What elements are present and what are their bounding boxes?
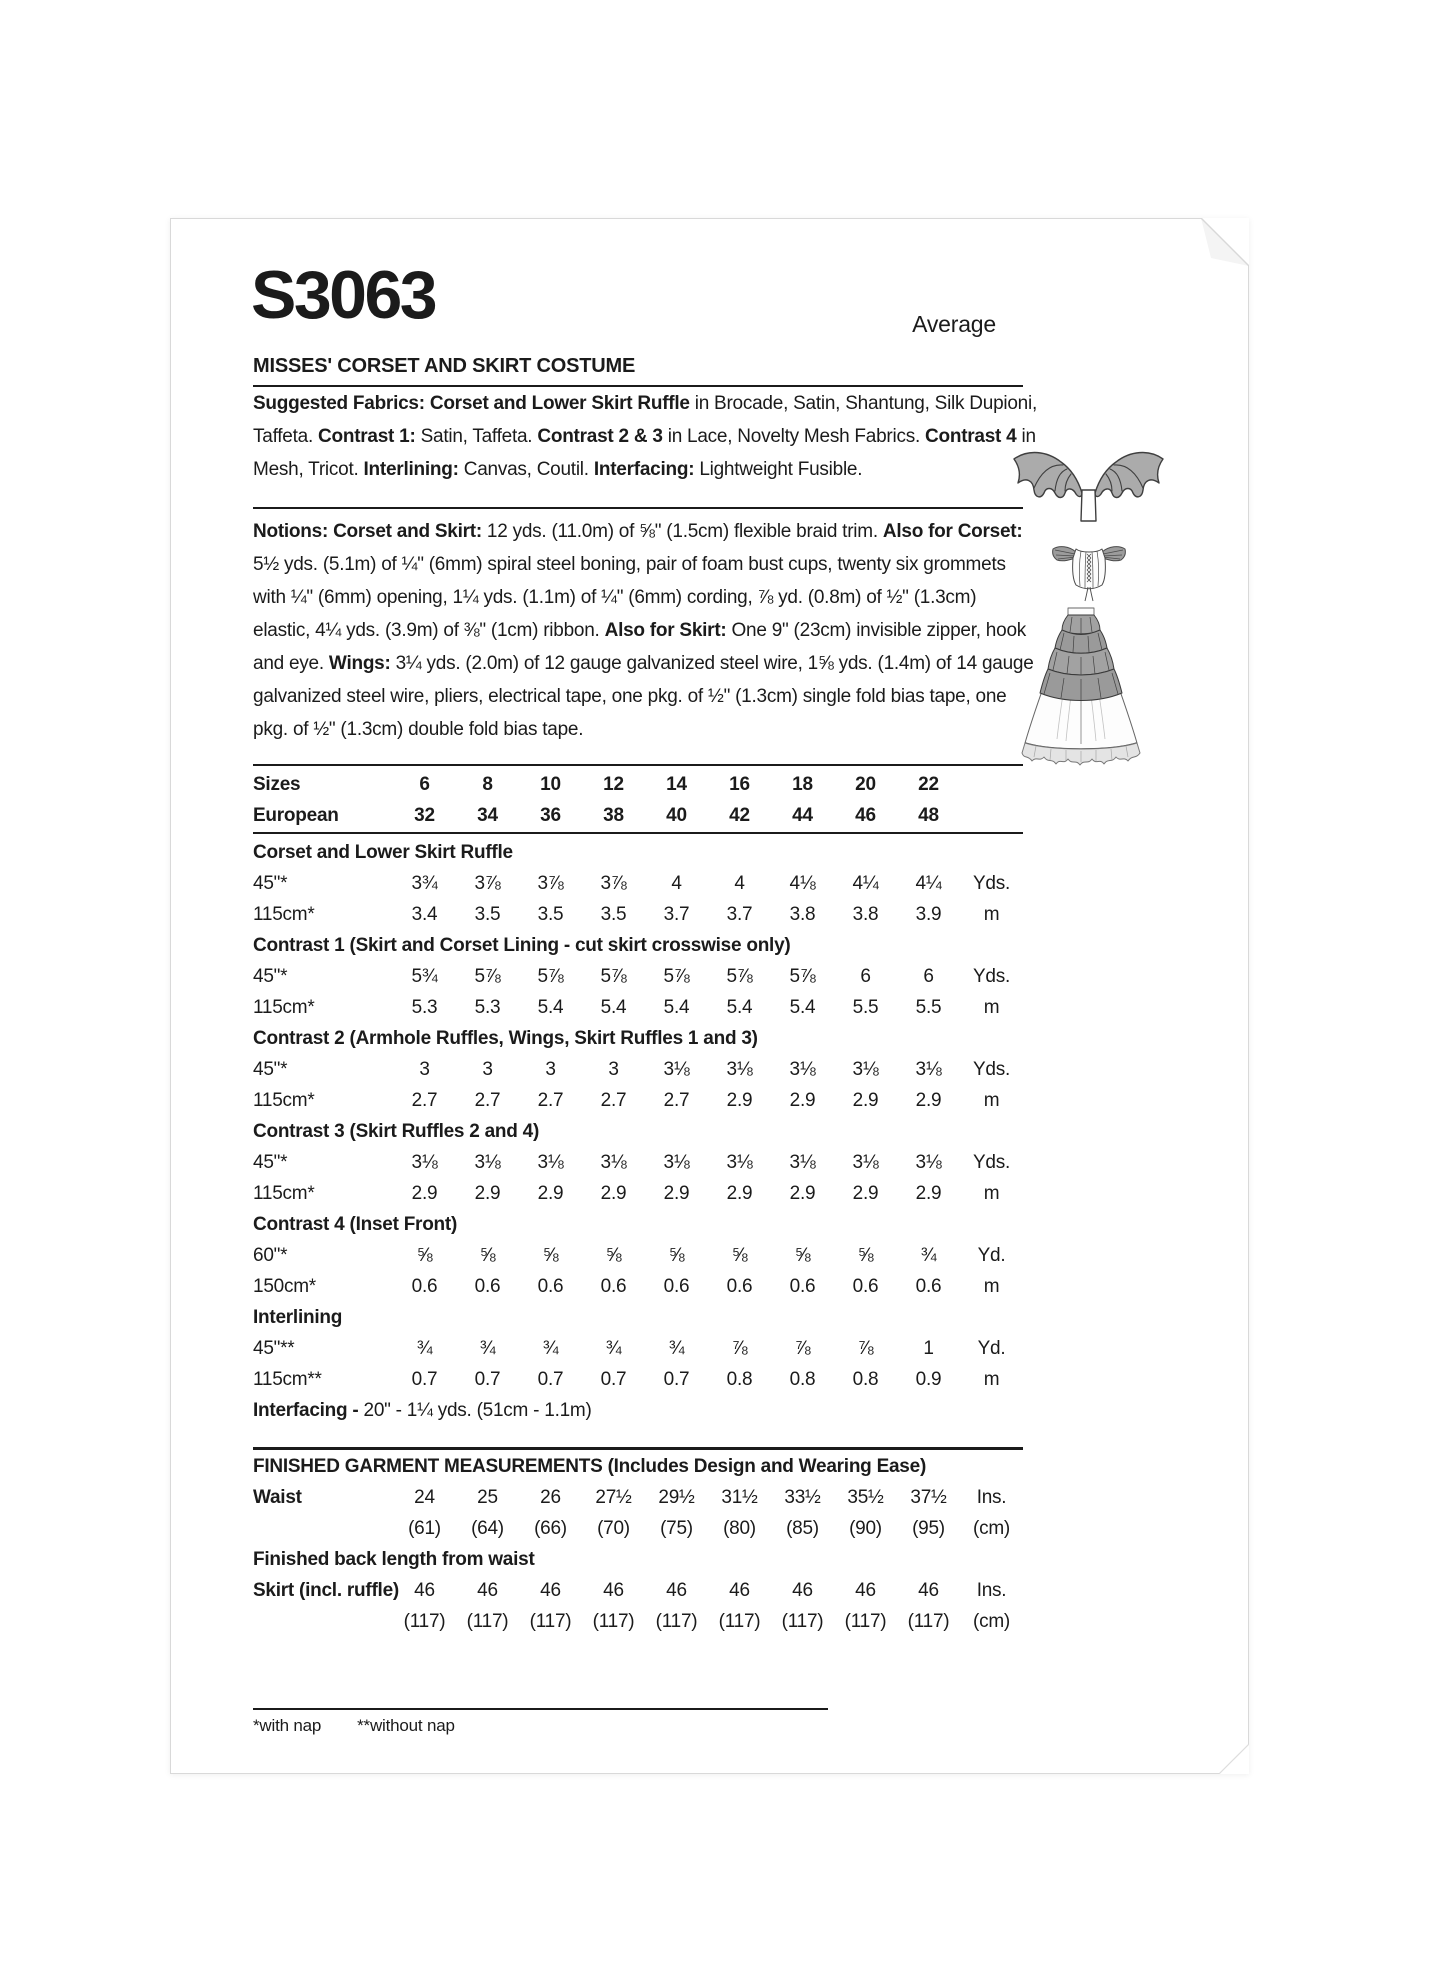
- wing-tab-icon: [1081, 490, 1096, 521]
- cell-value: 3¾: [411, 872, 438, 894]
- cell-value: 46: [855, 1579, 876, 1601]
- unit-label: Yds.: [972, 965, 1011, 987]
- cell-value: 3⅛: [474, 1151, 501, 1173]
- cell-value: 0.6: [600, 1275, 627, 1297]
- cell-value: 0.6: [411, 1275, 438, 1297]
- cell-value: 3⅛: [600, 1151, 627, 1173]
- cell-value: 36: [540, 804, 561, 826]
- cell-value: (95): [912, 1517, 945, 1539]
- cell-value: 0.6: [726, 1275, 753, 1297]
- cell-value: 3⅛: [726, 1151, 753, 1173]
- fabrics-line: Suggested Fabrics: Corset and Lower Skirt Ruffle in Brocade, Satin, Shantung, Silk Dupioni,: [253, 393, 1038, 414]
- cell-value: 48: [918, 804, 939, 826]
- row-label: 45"*: [253, 872, 288, 894]
- cell-value: 6: [923, 965, 934, 987]
- cell-value: 5⅞: [537, 965, 564, 987]
- corset-back-illustration: [1049, 539, 1129, 603]
- fabrics-line: Mesh, Tricot. Interlining: Canvas, Coutil. Interfacing: Lightweight Fusible.: [253, 459, 863, 480]
- cell-value: ⅝: [542, 1244, 559, 1266]
- finished-measurements: [253, 1447, 1023, 1637]
- cell-value: (66): [534, 1517, 567, 1539]
- cell-value: (90): [849, 1517, 882, 1539]
- cell-value: 3.7: [663, 903, 690, 925]
- cell-value: 16: [729, 773, 750, 795]
- unit-label: m: [983, 1368, 1000, 1390]
- cell-value: 0.6: [663, 1275, 690, 1297]
- cell-value: 2.9: [789, 1182, 816, 1204]
- cell-value: 5.3: [474, 996, 501, 1018]
- unit-label: Yds.: [972, 872, 1011, 894]
- cell-value: 0.7: [411, 1368, 438, 1390]
- yardage-row: [253, 1178, 1023, 1209]
- unit-label: Ins.: [976, 1486, 1007, 1508]
- cell-value: 46: [918, 1579, 939, 1601]
- cell-value: 5.3: [411, 996, 438, 1018]
- cell-value: 5.4: [726, 996, 753, 1018]
- corset-body-icon: [1073, 549, 1106, 589]
- yardage-row: [253, 1240, 1023, 1271]
- cell-value: 3: [545, 1058, 556, 1080]
- skirt-waistband-icon: [1068, 608, 1094, 615]
- cell-value: 3⅛: [915, 1151, 942, 1173]
- cell-value: 31½: [721, 1486, 758, 1508]
- yardage-row: [253, 868, 1023, 899]
- section-heading: Finished back length from waist: [253, 1549, 535, 1570]
- cell-value: 46: [666, 1579, 687, 1601]
- cell-value: 3⅛: [663, 1058, 690, 1080]
- cell-value: 18: [792, 773, 813, 795]
- cell-value: 3.9: [915, 903, 942, 925]
- cell-value: (117): [907, 1610, 950, 1632]
- cell-value: 46: [603, 1579, 624, 1601]
- cell-value: (64): [471, 1517, 504, 1539]
- cell-value: 2.9: [852, 1182, 879, 1204]
- section-heading: Contrast 4 (Inset Front): [253, 1214, 458, 1235]
- cell-value: 2.7: [600, 1089, 627, 1111]
- row-label: 45"*: [253, 1058, 288, 1080]
- unit-label: Yd.: [977, 1337, 1006, 1359]
- cell-value: 26: [540, 1486, 561, 1508]
- cell-value: 25: [477, 1486, 498, 1508]
- unit-label: Ins.: [976, 1579, 1007, 1601]
- unit-label: Yds.: [972, 1058, 1011, 1080]
- cell-value: 3⅛: [915, 1058, 942, 1080]
- cell-value: 3: [482, 1058, 493, 1080]
- cell-value: 2.7: [537, 1089, 564, 1111]
- tiered-skirt-illustration: [1016, 603, 1146, 771]
- cell-value: 3: [419, 1058, 430, 1080]
- section-heading: Contrast 2 (Armhole Ruffles, Wings, Skirt Ruffles 1 and 3): [253, 1028, 758, 1049]
- cell-value: 2.9: [663, 1182, 690, 1204]
- notions-line: elastic, 4¼ yds. (3.9m) of ⅜" (1cm) ribbon. Also for Skirt: One 9" (23cm) invisible zipper, hook: [253, 620, 1027, 641]
- cell-value: 2.9: [915, 1089, 942, 1111]
- yardage-row: [253, 992, 1023, 1023]
- yardage-row: [253, 1364, 1023, 1395]
- cell-value: (117): [844, 1610, 887, 1632]
- cell-value: 5¾: [411, 965, 438, 987]
- cell-value: 5⅞: [663, 965, 690, 987]
- row-label: 115cm*: [253, 1089, 315, 1111]
- cell-value: 2.7: [474, 1089, 501, 1111]
- cell-value: 3.8: [852, 903, 879, 925]
- notions-line: Notions: Corset and Skirt: 12 yds. (11.0m) of ⅝" (1.5cm) flexible braid trim. Also for Corset:: [253, 521, 1023, 542]
- cell-value: 4¼: [915, 872, 942, 894]
- cell-value: (117): [466, 1610, 509, 1632]
- cell-value: 3⅛: [537, 1151, 564, 1173]
- page-curl-bottom-right-icon: [1219, 1744, 1249, 1774]
- cell-value: (70): [597, 1517, 630, 1539]
- cell-value: 2.7: [411, 1089, 438, 1111]
- cell-value: 5.5: [852, 996, 879, 1018]
- cell-value: 3⅛: [411, 1151, 438, 1173]
- cell-value: 4: [734, 872, 745, 894]
- cell-value: ⅞: [794, 1337, 811, 1359]
- cell-value: 3⅞: [537, 872, 564, 894]
- cell-value: ⅝: [857, 1244, 874, 1266]
- cell-value: 14: [666, 773, 687, 795]
- cell-value: 3.5: [474, 903, 501, 925]
- cell-value: 2.9: [600, 1182, 627, 1204]
- cell-value: 46: [414, 1579, 435, 1601]
- yardage-table: [253, 763, 1023, 1426]
- yardage-row: [253, 1054, 1023, 1085]
- bat-wings-illustration: [1001, 446, 1176, 524]
- size-row: [253, 800, 1023, 831]
- cell-value: 44: [792, 804, 813, 826]
- cell-value: ⅝: [731, 1244, 748, 1266]
- row-label: 45"*: [253, 1151, 288, 1173]
- cell-value: 46: [540, 1579, 561, 1601]
- page-curl-top-right-icon: [1201, 218, 1249, 266]
- cell-value: 5.4: [663, 996, 690, 1018]
- cell-value: 3⅛: [852, 1151, 879, 1173]
- cell-value: 5⅞: [600, 965, 627, 987]
- divider: [253, 764, 1023, 768]
- unit-label: m: [983, 996, 1000, 1018]
- unit-label: m: [983, 1089, 1000, 1111]
- cell-value: 2.9: [726, 1089, 753, 1111]
- notions-line: 5½ yds. (5.1m) of ¼" (6mm) spiral steel boning, pair of foam bust cups, twenty six grommets: [253, 554, 1006, 575]
- cell-value: ⅝: [416, 1244, 433, 1266]
- measurement-row: [253, 1575, 1023, 1606]
- cell-value: 2.9: [537, 1182, 564, 1204]
- cell-value: 0.8: [789, 1368, 816, 1390]
- left-wing-icon: [1014, 453, 1082, 498]
- row-label: 60"*: [253, 1244, 288, 1266]
- measurement-row: [253, 1513, 1023, 1544]
- cell-value: 2.9: [726, 1182, 753, 1204]
- cell-value: ¾: [479, 1337, 496, 1359]
- cell-value: 6: [860, 965, 871, 987]
- measurement-row: [253, 1606, 1023, 1637]
- cell-value: 46: [477, 1579, 498, 1601]
- with-nap-note: *with nap: [253, 1716, 322, 1735]
- cell-value: 29½: [658, 1486, 695, 1508]
- section-heading: Contrast 3 (Skirt Ruffles 2 and 4): [253, 1121, 540, 1142]
- cell-value: 5.4: [600, 996, 627, 1018]
- pattern-envelope-back: [170, 218, 1249, 1774]
- cell-value: 0.9: [915, 1368, 942, 1390]
- right-wing-icon: [1095, 453, 1163, 498]
- cell-value: 1: [923, 1337, 934, 1359]
- cell-value: 5⅞: [789, 965, 816, 987]
- unit-label: Yds.: [972, 1151, 1011, 1173]
- cell-value: 34: [477, 804, 498, 826]
- cell-value: 46: [792, 1579, 813, 1601]
- cell-value: ¾: [542, 1337, 559, 1359]
- cell-value: 24: [414, 1486, 435, 1508]
- cell-value: 0.6: [789, 1275, 816, 1297]
- cell-value: (80): [723, 1517, 756, 1539]
- cell-value: ⅝: [479, 1244, 496, 1266]
- cell-value: 6: [419, 773, 430, 795]
- cell-value: 4¼: [852, 872, 879, 894]
- fabrics-line: Taffeta. Contrast 1: Satin, Taffeta. Contrast 2 & 3 in Lace, Novelty Mesh Fabrics. Contrast 4 in: [253, 426, 1036, 447]
- cell-value: 0.8: [726, 1368, 753, 1390]
- cell-value: ¾: [668, 1337, 685, 1359]
- cell-value: 5.4: [789, 996, 816, 1018]
- cell-value: 46: [855, 804, 876, 826]
- cell-value: 3⅞: [600, 872, 627, 894]
- suggested-fabrics-paragraph: [253, 387, 1043, 486]
- row-label: 150cm*: [253, 1275, 316, 1297]
- unit-label: Yd.: [977, 1244, 1006, 1266]
- notions-line: with ¼" (6mm) opening, 1¼ yds. (1.1m) of ¼" (6mm) cording, ⅞ yd. (0.8m) of ½" (1.3cm): [253, 587, 977, 608]
- unit-label: m: [983, 903, 1000, 925]
- cell-value: 8: [482, 773, 493, 795]
- row-label: 115cm*: [253, 903, 315, 925]
- yardage-row: [253, 899, 1023, 930]
- unit-label: m: [983, 1182, 1000, 1204]
- yardage-row: [253, 1085, 1023, 1116]
- row-label: 115cm**: [253, 1368, 322, 1390]
- row-label: 45"**: [253, 1337, 295, 1359]
- cell-value: 35½: [847, 1486, 884, 1508]
- cell-value: 3⅛: [852, 1058, 879, 1080]
- row-label: 115cm*: [253, 996, 315, 1018]
- measurement-row: [253, 1482, 1023, 1513]
- row-label: Sizes: [253, 773, 301, 795]
- cell-value: 5.5: [915, 996, 942, 1018]
- nap-footnote: [253, 1708, 828, 1736]
- cell-value: 0.6: [852, 1275, 879, 1297]
- cell-value: ⅞: [731, 1337, 748, 1359]
- cell-value: (117): [781, 1610, 824, 1632]
- cell-value: ¾: [920, 1244, 937, 1266]
- cell-value: 32: [414, 804, 435, 826]
- cell-value: ⅞: [857, 1337, 874, 1359]
- cell-value: 2.9: [474, 1182, 501, 1204]
- cell-value: (117): [529, 1610, 572, 1632]
- cell-value: 2.9: [852, 1089, 879, 1111]
- cell-value: (75): [660, 1517, 693, 1539]
- without-nap-note: **without nap: [357, 1716, 455, 1735]
- interfacing-note: Interfacing - 20" - 1¼ yds. (51cm - 1.1m): [253, 1400, 592, 1421]
- size-row: [253, 769, 1023, 800]
- cell-value: 5⅞: [474, 965, 501, 987]
- cell-value: 3.4: [411, 903, 438, 925]
- cell-value: 3⅛: [726, 1058, 753, 1080]
- cell-value: ⅝: [668, 1244, 685, 1266]
- cell-value: 2.7: [663, 1089, 690, 1111]
- divider: [253, 507, 1023, 509]
- cell-value: 0.8: [852, 1368, 879, 1390]
- cell-value: 0.7: [663, 1368, 690, 1390]
- cell-value: 33½: [784, 1486, 821, 1508]
- unit-label: (cm): [973, 1517, 1010, 1539]
- cell-value: 0.6: [915, 1275, 942, 1297]
- cell-value: (117): [592, 1610, 635, 1632]
- cell-value: 5.4: [537, 996, 564, 1018]
- cell-value: 0.7: [474, 1368, 501, 1390]
- cell-value: 3: [608, 1058, 619, 1080]
- cell-value: (117): [655, 1610, 698, 1632]
- cell-value: 2.9: [915, 1182, 942, 1204]
- cell-value: 3⅛: [789, 1058, 816, 1080]
- cell-value: 2.9: [789, 1089, 816, 1111]
- cell-value: ⅝: [794, 1244, 811, 1266]
- section-heading: Contrast 1 (Skirt and Corset Lining - cut skirt crosswise only): [253, 935, 791, 956]
- row-label: European: [253, 804, 339, 826]
- cell-value: 4⅛: [789, 872, 816, 894]
- cell-value: 0.6: [474, 1275, 501, 1297]
- cell-value: 0.7: [537, 1368, 564, 1390]
- unit-label: (cm): [973, 1610, 1010, 1632]
- cell-value: 5⅞: [726, 965, 753, 987]
- cell-value: 3.7: [726, 903, 753, 925]
- measurements-heading: FINISHED GARMENT MEASUREMENTS (Includes Design and Wearing Ease): [253, 1456, 927, 1477]
- cell-value: 2.9: [411, 1182, 438, 1204]
- cell-value: 3⅞: [474, 872, 501, 894]
- cell-value: 42: [729, 804, 750, 826]
- cell-value: 4: [671, 872, 682, 894]
- yardage-row: [253, 1147, 1023, 1178]
- cell-value: 38: [603, 804, 624, 826]
- cell-value: 3.5: [537, 903, 564, 925]
- pattern-number: S3063: [251, 257, 436, 333]
- row-label: 45"*: [253, 965, 288, 987]
- cell-value: (117): [718, 1610, 761, 1632]
- cell-value: 46: [729, 1579, 750, 1601]
- cell-value: 3.8: [789, 903, 816, 925]
- cell-value: 3⅛: [789, 1151, 816, 1173]
- cell-value: 0.6: [537, 1275, 564, 1297]
- row-label: Skirt (incl. ruffle): [253, 1579, 399, 1601]
- unit-label: m: [983, 1275, 1000, 1297]
- cell-value: 27½: [595, 1486, 632, 1508]
- cell-value: (117): [403, 1610, 446, 1632]
- row-label: Waist: [253, 1486, 302, 1508]
- cell-value: 3⅛: [663, 1151, 690, 1173]
- section-heading: Interlining: [253, 1307, 343, 1328]
- cell-value: (85): [786, 1517, 819, 1539]
- notions-paragraph: [253, 515, 1043, 746]
- measurements-rows: [253, 1482, 1023, 1637]
- cell-value: 37½: [910, 1486, 947, 1508]
- cell-value: 10: [540, 773, 561, 795]
- cell-value: (61): [408, 1517, 441, 1539]
- cell-value: 22: [918, 773, 939, 795]
- difficulty-level: Average: [912, 311, 996, 337]
- section-heading: Corset and Lower Skirt Ruffle: [253, 842, 513, 863]
- cell-value: 0.7: [600, 1368, 627, 1390]
- pattern-title: MISSES' CORSET AND SKIRT COSTUME: [253, 355, 636, 377]
- cell-value: 20: [855, 773, 876, 795]
- yardage-row: [253, 1333, 1023, 1364]
- notions-line: and eye. Wings: 3¼ yds. (2.0m) of 12 gauge galvanized steel wire, 1⅝ yds. (1.4m) of 14 gauge: [253, 653, 1034, 674]
- cell-value: ⅝: [605, 1244, 622, 1266]
- row-label: 115cm*: [253, 1182, 315, 1204]
- yardage-row: [253, 1271, 1023, 1302]
- cell-value: ¾: [416, 1337, 433, 1359]
- notions-line: galvanized steel wire, pliers, electrical tape, one pkg. of ½" (1.3cm) single fold bias tape, one: [253, 686, 1007, 707]
- cell-value: 40: [666, 804, 687, 826]
- cell-value: 12: [603, 773, 624, 795]
- cell-value: 3.5: [600, 903, 627, 925]
- cell-value: ¾: [605, 1337, 622, 1359]
- yardage-row: [253, 961, 1023, 992]
- notions-line: pkg. of ½" (1.3cm) double fold bias tape.: [253, 719, 584, 740]
- divider: [253, 832, 1023, 836]
